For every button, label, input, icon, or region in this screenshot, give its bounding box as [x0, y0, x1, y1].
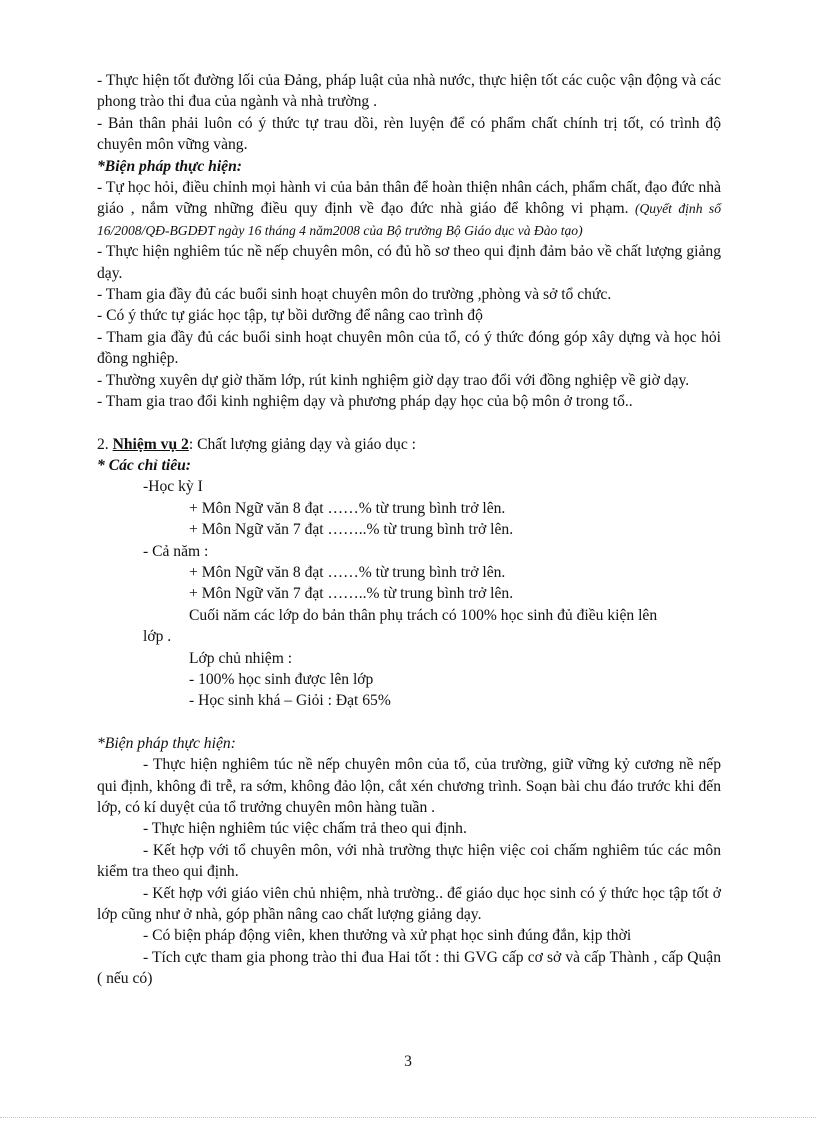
homeroom-item: - Học sinh khá – Giỏi : Đạt 65% — [189, 692, 391, 710]
measure-item — [97, 177, 721, 241]
measure-item: - Tham gia đầy đủ các buổi sinh hoạt chuyên môn của tổ, có ý thức đóng góp xây dựng và học hỏi đồng nghiệp. — [97, 328, 721, 368]
measures-heading-2: *Biện pháp thực hiện: — [97, 734, 236, 752]
measure-item: - Kết hợp với tổ chuyên môn, với nhà trường thực hiện việc coi chấm nghiêm túc các môn kiểm tra theo qui định. — [97, 841, 721, 881]
paragraph-self-improvement: - Bản thân phải luôn có ý thức tự trau dồi, rèn luyện để có phẩm chất chính trị tốt, có trình độ chuyên môn vững vàng. — [97, 114, 721, 154]
measure-item: - Có biện pháp động viên, khen thưởng và xử phạt học sinh đúng đắn, kịp thời — [143, 927, 632, 945]
measure-item: - Thực hiện nghiêm túc nề nếp chuyên môn, có đủ hồ sơ theo qui định đảm bảo về chất lượng giảng dạy. — [97, 243, 721, 282]
measures-heading-1: *Biện pháp thực hiện: — [97, 157, 242, 175]
measure-item: - Có ý thức tự giác học tập, tự bồi dưỡng để nâng cao trình độ — [97, 307, 483, 325]
measure-item: - Thực hiện nghiêm túc việc chấm trả theo qui định. — [143, 820, 467, 838]
measure-text: - Tự học hỏi, điều chỉnh mọi hành vi của bản thân để hoàn thiện nhân cách, phẩm chất, đạo đức nhà giáo , nắm vững những điều quy định về đạo đức nhà giáo để không vi phạm. — [97, 179, 721, 218]
decision-reference: (Quyết định số 16/2008/QĐ-BGDĐT ngày 16 tháng 4 năm2008 của Bộ trưởng Bộ Giáo dục và Đào tạo) — [97, 201, 721, 238]
page-content — [97, 70, 721, 990]
section-number: 2. — [97, 435, 113, 453]
measure-item: - Tham gia đầy đủ các buổi sinh hoạt chuyên môn do trường ,phòng và sở tổ chức. — [97, 286, 612, 304]
page-number: 3 — [404, 1053, 412, 1070]
term-1-item: + Môn Ngữ văn 8 đạt ……% từ trung bình trở lên. — [189, 499, 506, 517]
section-title-rest: : Chất lượng giảng dạy và giáo dục : — [188, 435, 417, 453]
targets-heading: * Các chỉ tiêu: — [97, 456, 191, 474]
year-item: + Môn Ngữ văn 8 đạt ……% từ trung bình trở lên. — [189, 563, 506, 581]
year-item: + Môn Ngữ văn 7 đạt ……..% từ trung bình trở lên. — [189, 585, 514, 603]
year-end-line: lớp . — [143, 628, 172, 646]
measure-item: - Tích cực tham gia phong trào thi đua Hai tốt : thi GVG cấp cơ sở và cấp Thành , cấp Quận ( nếu có) — [97, 948, 721, 988]
measure-item: - Thực hiện nghiêm túc nề nếp chuyên môn của tổ, của trường, giữ vững kỷ cương nề nếp qui định, không đi trễ, ra sớm, không đảo lộn, cắt xén chương trình. Soạn bài chu đáo trước khi đến lớp, có kí duyệt của tổ trưởng chuyên môn hàng tuần . — [97, 756, 721, 816]
section-2-heading — [97, 434, 721, 455]
measure-item: - Thường xuyên dự giờ thăm lớp, rút kinh nghiệm giờ dạy trao đổi với đồng nghiệp về giờ dạy. — [97, 371, 690, 389]
page-bottom-divider — [0, 1117, 816, 1118]
year-end-line: Cuối năm các lớp do bản thân phụ trách có 100% học sinh đủ điều kiện lên — [189, 606, 658, 624]
term-1-item: + Môn Ngữ văn 7 đạt ……..% từ trung bình trở lên. — [189, 521, 514, 539]
measure-item: - Kết hợp với giáo viên chủ nhiệm, nhà trường.. để giáo dục học sinh có ý thức học tập tốt ở lớp cũng như ở nhà, góp phần nâng cao chất lượng giảng dạy. — [97, 884, 721, 924]
section-title: Nhiệm vụ 2 — [112, 435, 189, 453]
homeroom-item: - 100% học sinh được lên lớp — [189, 670, 374, 688]
measure-item: - Tham gia trao đổi kinh nghiệm dạy và phương pháp dạy học của bộ môn ở trong tổ.. — [97, 393, 633, 411]
term-1-label: -Học kỳ I — [143, 478, 203, 496]
year-label: - Cả năm : — [143, 542, 209, 560]
homeroom-label: Lớp chủ nhiệm : — [189, 649, 293, 667]
paragraph-party-line: - Thực hiện tốt đường lối của Đảng, pháp luật của nhà nước, thực hiện tốt các cuộc vận động và các phong trào thi đua của ngành và nhà trường . — [97, 72, 721, 111]
